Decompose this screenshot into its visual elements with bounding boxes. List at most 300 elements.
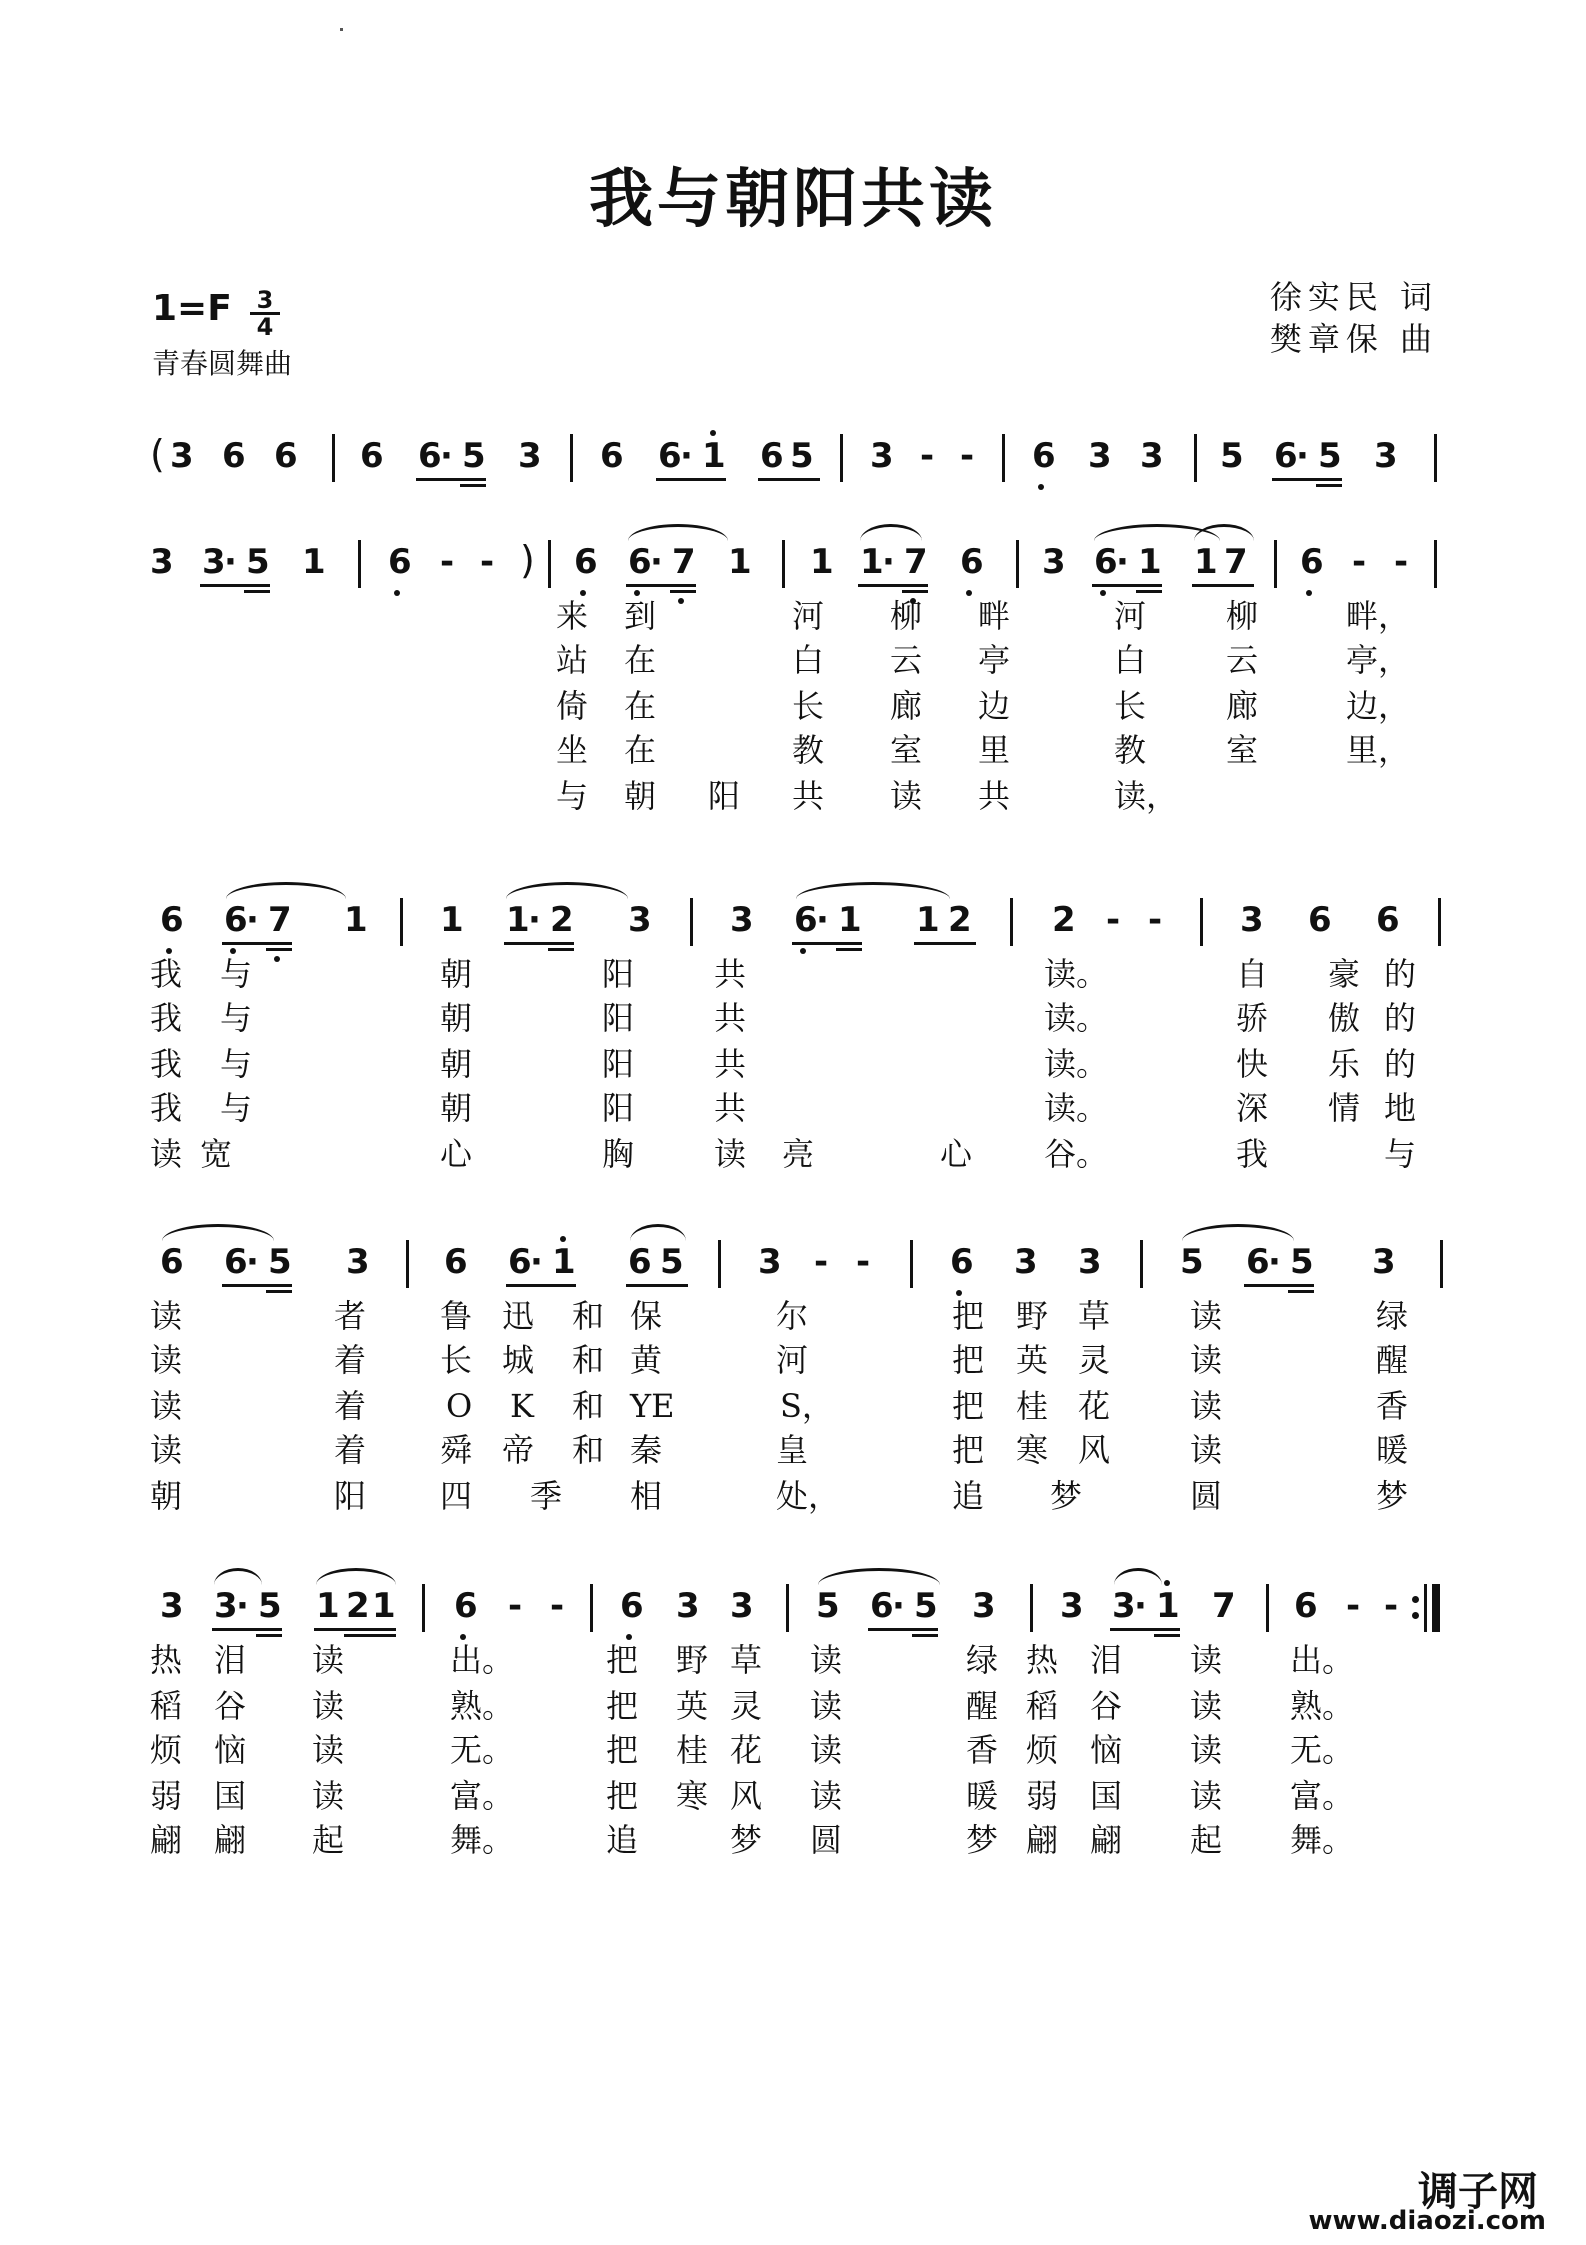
lyric-char: 读 [1190, 1641, 1223, 1679]
sixteenth-underline [1154, 1634, 1180, 1637]
note: 1 [1194, 542, 1218, 582]
barline [910, 1240, 913, 1288]
low-octave-dot [274, 956, 280, 962]
lyric-char: 谷 [1090, 1687, 1123, 1725]
lyric-char: 花 [1078, 1387, 1111, 1425]
lyric-char: 读 [1190, 1687, 1223, 1725]
lyric-char: 长 [792, 687, 825, 725]
dash-extend: - [1106, 900, 1121, 940]
dot-mark: · [246, 1242, 259, 1282]
song-title: 我与朝阳共读 [589, 162, 997, 237]
lyric-char: 畔 [978, 597, 1011, 635]
lyric-char: 桂 [676, 1731, 709, 1769]
lyric-char: 熟。 [1290, 1687, 1355, 1725]
barline [718, 1240, 721, 1288]
slur-arc [506, 882, 628, 899]
lyric-char: 读 [810, 1687, 843, 1725]
lyric-char: 翩 [1026, 1821, 1059, 1859]
dot-mark: · [882, 542, 895, 582]
lyric-char: 阳 [708, 777, 741, 815]
lyric-char: 朝 [440, 1045, 473, 1083]
lyric-char: 风 [730, 1777, 763, 1815]
eighth-underline [1092, 584, 1162, 587]
barline [1434, 434, 1437, 482]
lyric-char: 的 [1384, 955, 1417, 993]
slur-arc [214, 1568, 262, 1585]
lyric-char: 心 [440, 1135, 473, 1173]
low-octave-dot [800, 948, 806, 954]
lyric-char: 和 [572, 1341, 605, 1379]
dash-extend: - [508, 1586, 523, 1626]
note: 6 [620, 1586, 644, 1626]
note: 6 [160, 900, 184, 940]
lyric-char: 读 [810, 1731, 843, 1769]
lyric-char: 与 [1384, 1135, 1417, 1173]
lyric-char: 烦 [1026, 1731, 1059, 1769]
lyric-char: 朝 [150, 1477, 183, 1515]
sixteenth-underline [344, 1634, 396, 1637]
scan-speck [340, 28, 343, 31]
lyric-char: 黄 [630, 1341, 663, 1379]
lyric-char: 梦 [1050, 1477, 1083, 1515]
slur-arc [796, 882, 950, 899]
tempo-style: 青春圆舞曲 [152, 347, 293, 380]
note: 1 [372, 1586, 396, 1626]
lyric-char: 在 [624, 731, 657, 769]
note: 6 [574, 542, 598, 582]
note: 2 [948, 900, 972, 940]
composer-credit: 樊章保 曲 [1269, 320, 1438, 358]
lyric-char: 鲁 [440, 1297, 473, 1335]
dot-mark: · [1296, 436, 1309, 476]
eighth-underline [1272, 478, 1342, 481]
note: 3 [870, 436, 894, 476]
lyric-char: 读 [150, 1297, 183, 1335]
note: 3 [1014, 1242, 1038, 1282]
lyric-char: 朝 [624, 777, 657, 815]
lyric-char: 舞。 [450, 1821, 515, 1859]
sixteenth-underline [912, 1634, 938, 1637]
lyric-char: 梦 [1376, 1477, 1409, 1515]
lyric-char: 站 [556, 641, 589, 679]
lyric-char: 阳 [602, 999, 635, 1037]
lyric-char: 豪 [1328, 955, 1361, 993]
note: 5 [258, 1586, 282, 1626]
eighth-underline [758, 478, 820, 481]
dot-mark: · [816, 900, 829, 940]
lyric-char: 我 [150, 1045, 183, 1083]
note: 7 [904, 542, 928, 582]
lyric-char: 保 [630, 1297, 663, 1335]
dash-extend: - [1346, 1586, 1361, 1626]
dash-extend: - [960, 436, 975, 476]
lyric-char: 皇 [776, 1431, 809, 1469]
lyric-char: 梦 [966, 1821, 999, 1859]
note: 6 [1246, 1242, 1270, 1282]
lyric-char: 共 [714, 1089, 747, 1127]
lyric-char: 把 [606, 1777, 639, 1815]
slur-arc [316, 1568, 396, 1585]
note: 7 [672, 542, 696, 582]
lyric-char: 香 [966, 1731, 999, 1769]
lyric-char: 教 [792, 731, 825, 769]
bracket: ( [150, 432, 165, 476]
note: 6 [870, 1586, 894, 1626]
lyric-char: 谷 [214, 1687, 247, 1725]
note: 6 [658, 436, 682, 476]
dot-mark: · [1134, 1586, 1147, 1626]
lyric-char: YE [630, 1387, 675, 1425]
low-octave-dot [966, 590, 972, 596]
lyric-char: 泪 [214, 1641, 247, 1679]
lyric-char: 共 [978, 777, 1011, 815]
lyric-char: 把 [952, 1387, 985, 1425]
barline [400, 898, 403, 946]
lyric-char: 读。 [1044, 999, 1109, 1037]
sixteenth-underline [670, 590, 696, 593]
note: 6 [960, 542, 984, 582]
note: 6 [454, 1586, 478, 1626]
lyric-char: 亭， [1346, 641, 1411, 679]
lyric-char: 和 [572, 1297, 605, 1335]
note: 1 [1138, 542, 1162, 582]
lyric-char: 读 [1190, 1341, 1223, 1379]
lyric-char: 自 [1236, 955, 1269, 993]
sixteenth-underline [1136, 590, 1162, 593]
note: 1 [552, 1242, 576, 1282]
dash-extend: - [1148, 900, 1163, 940]
lyric-char: 里 [978, 731, 1011, 769]
eighth-underline [1110, 1628, 1180, 1631]
lyric-char: 读 [810, 1641, 843, 1679]
lyric-char: 暖 [966, 1777, 999, 1815]
barline [1438, 898, 1441, 946]
note: 3 [1372, 1242, 1396, 1282]
lyric-char: 把 [952, 1297, 985, 1335]
barline [1434, 540, 1437, 588]
note: 2 [1052, 900, 1076, 940]
note: 6 [388, 542, 412, 582]
lyric-char: 在 [624, 641, 657, 679]
key-signature: 1=F [152, 288, 232, 329]
eighth-underline [914, 942, 976, 945]
note: 3 [730, 900, 754, 940]
lyric-char: 把 [952, 1431, 985, 1469]
lyric-char: 起 [1190, 1821, 1223, 1859]
note: 6 [444, 1242, 468, 1282]
slur-arc [226, 882, 346, 899]
barline [548, 540, 551, 588]
slur-arc [628, 524, 728, 541]
eighth-underline [222, 942, 292, 945]
lyric-char: 城 [502, 1341, 535, 1379]
lyric-char: 共 [792, 777, 825, 815]
note: 3 [346, 1242, 370, 1282]
dot-mark: · [246, 900, 259, 940]
lyric-char: 读 [1190, 1297, 1223, 1335]
dot-mark: · [236, 1586, 249, 1626]
note: 5 [462, 436, 486, 476]
lyric-char: 翩 [214, 1821, 247, 1859]
note: 1 [440, 900, 464, 940]
dot-mark: · [892, 1586, 905, 1626]
lyric-char: 边， [1346, 687, 1411, 725]
lyric-char: 骄 [1236, 999, 1269, 1037]
lyric-char: 富。 [1290, 1777, 1355, 1815]
note: 6 [1376, 900, 1400, 940]
lyric-char: 傲 [1328, 999, 1361, 1037]
barline [1274, 540, 1277, 588]
note: 5 [660, 1242, 684, 1282]
lyric-char: 野 [676, 1641, 709, 1679]
note: 6 [628, 1242, 652, 1282]
high-octave-dot [1164, 1580, 1170, 1586]
note: 6 [1308, 900, 1332, 940]
note: 1 [316, 1586, 340, 1626]
lyric-char: 草 [730, 1641, 763, 1679]
note: 6 [600, 436, 624, 476]
lyric-char: 读 [312, 1777, 345, 1815]
lyric-char: 着 [334, 1341, 367, 1379]
lyric-char: 舜 [440, 1431, 473, 1469]
dash-extend: - [550, 1586, 565, 1626]
lyric-char: 亮 [782, 1135, 815, 1173]
high-octave-dot [560, 1236, 566, 1242]
lyric-char: 翩 [150, 1821, 183, 1859]
lyric-char: 醒 [966, 1687, 999, 1725]
lyric-char: 室 [890, 731, 923, 769]
lyric-char: 读。 [1044, 1045, 1109, 1083]
note: 3 [730, 1586, 754, 1626]
lyric-char: 圆 [1190, 1477, 1223, 1515]
note: 3 [1088, 436, 1112, 476]
lyric-char: 相 [630, 1477, 663, 1515]
lyric-char: 英 [1016, 1341, 1049, 1379]
lyric-char: 读 [1190, 1777, 1223, 1815]
eighth-underline [212, 1628, 282, 1631]
low-octave-dot [1100, 590, 1106, 596]
low-octave-dot [1038, 484, 1044, 490]
lyric-char: 帝 [502, 1431, 535, 1469]
lyric-char: 稻 [150, 1687, 183, 1725]
eighth-underline [626, 584, 696, 587]
barline [690, 898, 693, 946]
lyric-char: 的 [1384, 999, 1417, 1037]
lyric-char: 野 [1016, 1297, 1049, 1335]
eighth-underline [1244, 1284, 1314, 1287]
note: 6 [222, 436, 246, 476]
barline [570, 434, 573, 482]
lyric-char: 宽 [200, 1135, 233, 1173]
lyric-char: O [446, 1387, 473, 1425]
note: 5 [914, 1586, 938, 1626]
lyric-char: 河 [776, 1341, 809, 1379]
lyric-char: 柳 [890, 597, 923, 635]
lyric-char: 把 [952, 1341, 985, 1379]
lyric-char: 柳 [1226, 597, 1259, 635]
note: 6 [1094, 542, 1118, 582]
note: 3 [628, 900, 652, 940]
lyric-char: 四 [440, 1477, 473, 1515]
barline [1200, 898, 1203, 946]
dot-mark: · [530, 1242, 543, 1282]
lyric-char: 河 [1114, 597, 1147, 635]
barline [1266, 1584, 1269, 1632]
note: 7 [1212, 1586, 1236, 1626]
dot-mark: · [528, 900, 541, 940]
time-signature-bottom: 4 [250, 312, 280, 339]
lyric-char: 深 [1236, 1089, 1269, 1127]
lyric-char: 在 [624, 687, 657, 725]
slur-arc [1194, 524, 1254, 541]
lyric-char: 醒 [1376, 1341, 1409, 1379]
eighth-underline [314, 1628, 396, 1631]
end-barline-thin [1424, 1584, 1427, 1632]
note: 1 [916, 900, 940, 940]
sixteenth-underline [266, 1290, 292, 1293]
sixteenth-underline [244, 590, 270, 593]
repeat-dots [1412, 1596, 1420, 1620]
note: 3 [518, 436, 542, 476]
lyric-char: 和 [572, 1387, 605, 1425]
lyric-char: 我 [150, 999, 183, 1037]
sixteenth-underline [902, 590, 928, 593]
lyric-char: 边 [978, 687, 1011, 725]
lyric-char: 和 [572, 1431, 605, 1469]
lyric-char: 与 [220, 1045, 253, 1083]
low-octave-dot [394, 590, 400, 596]
note: 1 [810, 542, 834, 582]
lyric-char: 心 [940, 1135, 973, 1173]
sixteenth-underline [548, 948, 574, 951]
lyric-char: 无。 [1290, 1731, 1355, 1769]
lyric-char: 读 [1190, 1431, 1223, 1469]
lyric-char: 快 [1236, 1045, 1269, 1083]
note: 3 [150, 542, 174, 582]
barline [358, 540, 361, 588]
lyric-char: 地 [1384, 1089, 1417, 1127]
lyric-char: 读 [312, 1731, 345, 1769]
barline [1030, 1584, 1033, 1632]
eighth-underline [868, 1628, 938, 1631]
dash-extend: - [856, 1242, 871, 1282]
lyric-char: 廊 [890, 687, 923, 725]
dash-extend: - [1394, 542, 1409, 582]
slur-arc [1182, 1224, 1294, 1241]
lyric-char: 乐 [1328, 1045, 1361, 1083]
lyric-char: 读 [150, 1387, 183, 1425]
sixteenth-underline [266, 948, 292, 951]
slur-arc [1114, 1568, 1162, 1585]
note: 6 [224, 900, 248, 940]
note: 6 [760, 436, 784, 476]
lyric-char: 出。 [1290, 1641, 1355, 1679]
sixteenth-underline [1316, 484, 1342, 487]
lyric-char: 恼 [214, 1731, 247, 1769]
lyric-char: 与 [220, 955, 253, 993]
lyric-char: 把 [606, 1641, 639, 1679]
lyric-char: 情 [1328, 1089, 1361, 1127]
lyric-char: 白 [1114, 641, 1147, 679]
note: 3 [1140, 436, 1164, 476]
lyric-char: 读 [150, 1135, 183, 1173]
lyric-char: 舞。 [1290, 1821, 1355, 1859]
lyric-char: 熟。 [450, 1687, 515, 1725]
note: 5 [1220, 436, 1244, 476]
low-octave-dot [1306, 590, 1312, 596]
dot-mark: · [1268, 1242, 1281, 1282]
lyric-char: 恼 [1090, 1731, 1123, 1769]
note: 7 [1224, 542, 1248, 582]
note: 3 [1112, 1586, 1136, 1626]
lyric-char: 朝 [440, 1089, 473, 1127]
score-row [150, 1238, 1440, 1290]
note: 6 [1274, 436, 1298, 476]
lyric-char: 国 [214, 1777, 247, 1815]
lyric-char: 坐 [556, 731, 589, 769]
lyric-char: 国 [1090, 1777, 1123, 1815]
slur-arc [860, 524, 922, 541]
lyric-char: 长 [440, 1341, 473, 1379]
low-octave-dot [678, 598, 684, 604]
note: 5 [246, 542, 270, 582]
dash-extend: - [440, 542, 455, 582]
barline [782, 540, 785, 588]
note: 6 [794, 900, 818, 940]
barline [840, 434, 843, 482]
lyric-char: 畔， [1346, 597, 1411, 635]
sixteenth-underline [836, 948, 862, 951]
note: 6 [1294, 1586, 1318, 1626]
lyric-char: 弱 [150, 1777, 183, 1815]
note: 3 [1078, 1242, 1102, 1282]
lyric-char: 读 [150, 1341, 183, 1379]
lyric-char: 灵 [730, 1687, 763, 1725]
lyric-char: 朝 [440, 999, 473, 1037]
dot-mark: · [440, 436, 453, 476]
lyric-char: 读 [312, 1641, 345, 1679]
barline [422, 1584, 425, 1632]
note: 6 [1032, 436, 1056, 476]
lyric-char: 无。 [450, 1731, 515, 1769]
note: 6 [508, 1242, 532, 1282]
note: 3 [1374, 436, 1398, 476]
note: 1 [728, 542, 752, 582]
note: 3 [676, 1586, 700, 1626]
lyric-char: 追 [606, 1821, 639, 1859]
note: 5 [1318, 436, 1342, 476]
bracket: ) [520, 538, 535, 582]
note: 3 [1060, 1586, 1084, 1626]
lyric-char: 出。 [450, 1641, 515, 1679]
lyric-char: 我 [150, 1089, 183, 1127]
note: 1 [838, 900, 862, 940]
note: 3 [1042, 542, 1066, 582]
dash-extend: - [1352, 542, 1367, 582]
dash-extend: - [814, 1242, 829, 1282]
note: 1 [860, 542, 884, 582]
note: 6 [224, 1242, 248, 1282]
lyric-char: 教 [1114, 731, 1147, 769]
lyric-char: 寒 [1016, 1431, 1049, 1469]
eighth-underline [200, 584, 270, 587]
barline [332, 434, 335, 482]
lyric-char: 廊 [1226, 687, 1259, 725]
lyric-char: 热 [150, 1641, 183, 1679]
lyric-char: 亭 [978, 641, 1011, 679]
score-row [150, 432, 1440, 484]
lyric-char: 英 [676, 1687, 709, 1725]
